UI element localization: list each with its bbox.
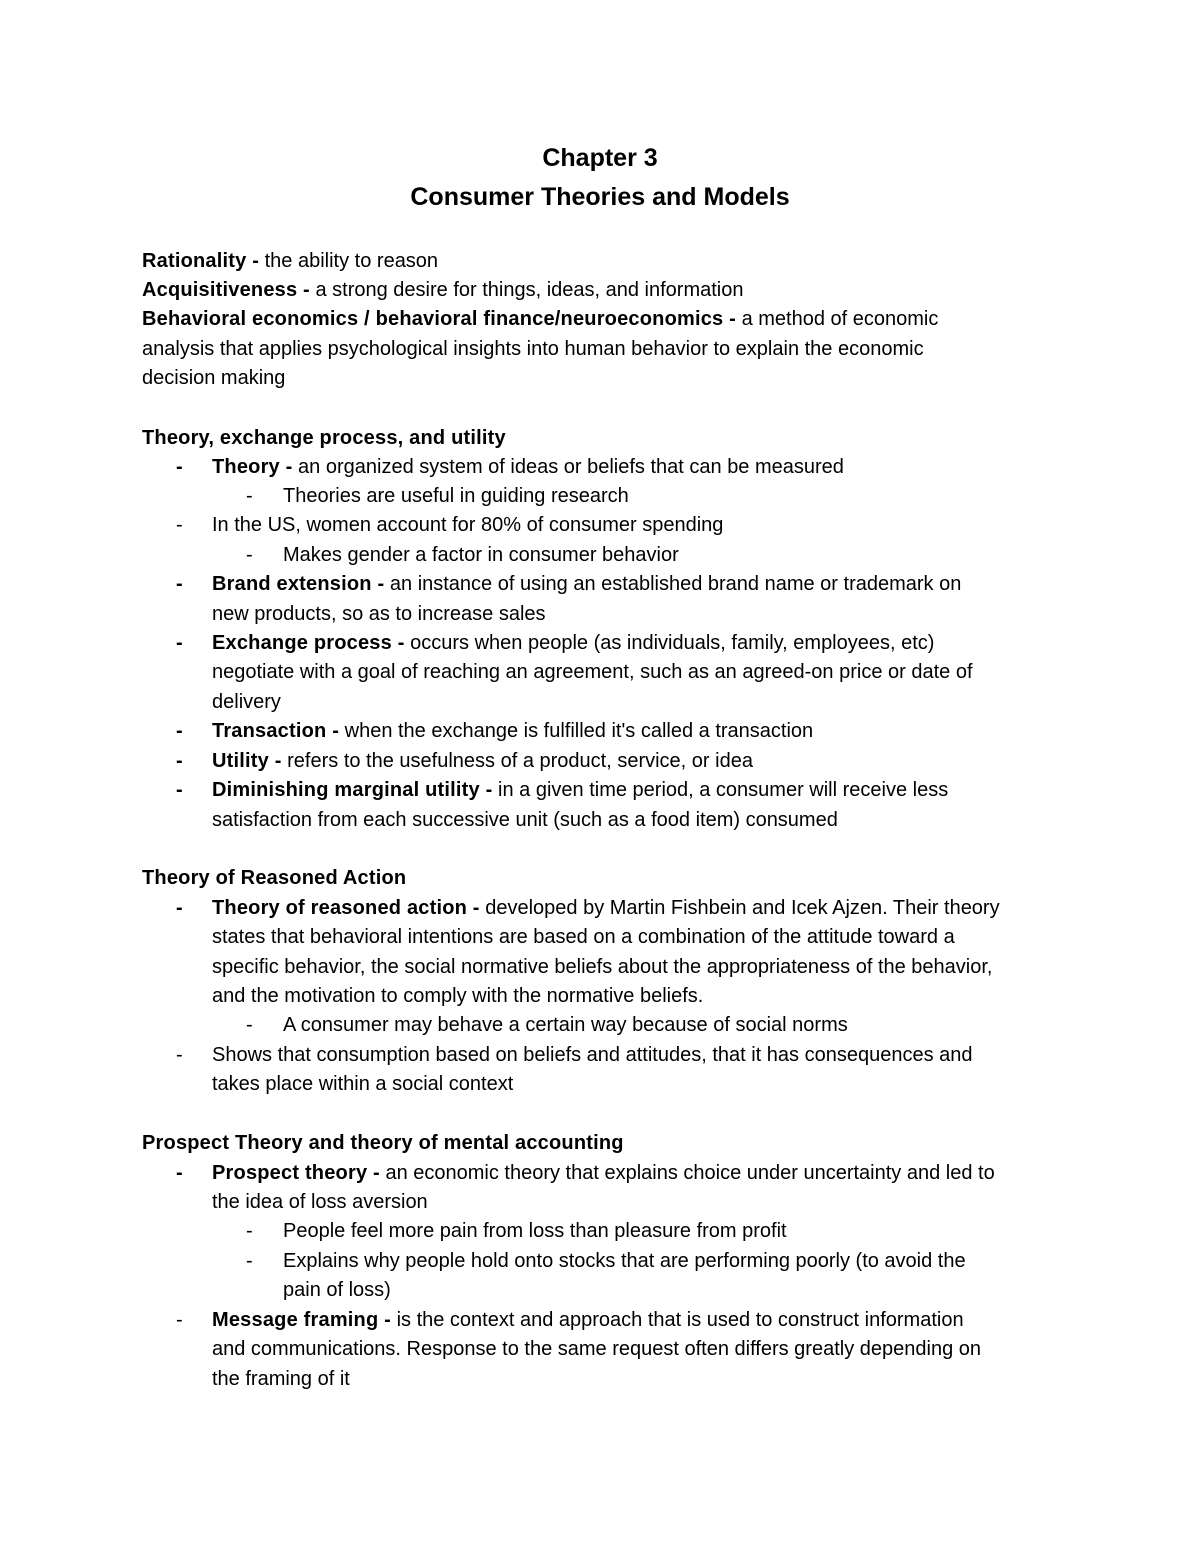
list-item-continuation: and the motivation to comply with the normative beliefs. [212,985,704,1007]
list-item-continuation: the idea of loss aversion [212,1191,428,1213]
list-item-exchange-process: Exchange process - occurs when people (as individuals, family, employees, etc) [212,632,935,654]
sub-list-item: Explains why people hold onto stocks that are performing poorly (to avoid the [283,1250,966,1272]
bullet-dash: - [176,750,183,772]
definition-acquisitiveness [142,278,743,302]
definition-continuation: analysis that applies psychological insights into human behavior to explain the economic [142,338,924,360]
chapter-title: Chapter 3 [542,144,658,172]
term: Rationality - [142,250,260,272]
sub-list-item: Makes gender a factor in consumer behavior [283,544,679,566]
list-item-continuation: delivery [212,691,281,713]
term: Utility - [212,750,282,772]
list-item-message-framing: Message framing - is the context and approach that is used to construct information [212,1309,964,1331]
bullet-dash: - [246,1220,253,1242]
list-item-theory-reasoned-action: Theory of reasoned action - developed by Martin Fishbein and Icek Ajzen. Their theory [212,897,1000,919]
bullet-dash: - [176,573,183,595]
list-item-continuation: satisfaction from each successive unit (such as a food item) consumed [212,809,838,831]
term: Theory of reasoned action - [212,897,480,919]
definition-text: a method of economic [736,308,939,330]
sub-list-item: People feel more pain from loss than pleasure from profit [283,1220,787,1242]
list-item-brand-extension: Brand extension - an instance of using an established brand name or trademark on [212,573,962,595]
list-item-theory: Theory - an organized system of ideas or beliefs that can be measured [212,456,844,478]
bullet-dash: - [246,1250,253,1272]
list-item-transaction: Transaction - when the exchange is fulfilled it's called a transaction [212,720,814,742]
bullet-dash: - [176,1044,183,1066]
bullet-dash: - [176,720,183,742]
list-item-continuation: the framing of it [212,1368,350,1390]
list-item-utility: Utility - refers to the usefulness of a product, service, or idea [212,750,753,772]
list-item-diminishing-utility: Diminishing marginal utility - in a given time period, a consumer will receive less [212,779,949,801]
list-item-women: In the US, women account for 80% of consumer spending [212,514,724,536]
term: Diminishing marginal utility - [212,779,493,801]
section-heading-reasoned-action: Theory of Reasoned Action [142,867,407,889]
bullet-dash: - [176,456,183,478]
bullet-dash: - [246,1014,253,1036]
term: Theory - [212,456,293,478]
term: Brand extension - [212,573,385,595]
definition-behavioral-economics [142,307,938,331]
term: Behavioral economics / behavioral finance/neuroeconomics - [142,308,737,330]
definition-continuation: decision making [142,367,286,389]
term: Transaction - [212,720,340,742]
definition-rationality [142,249,438,273]
list-item-continuation: states that behavioral intentions are based on a combination of the attitude toward a [212,926,955,948]
bullet-dash: - [246,544,253,566]
bullet-dash: - [176,1162,183,1184]
term: Exchange process - [212,632,405,654]
sub-list-item-continuation: pain of loss) [283,1279,391,1301]
bullet-dash: - [176,1309,183,1331]
list-item-continuation: new products, so as to increase sales [212,603,546,625]
definition-text: the ability to reason [259,250,439,272]
list-item-continuation: and communications. Response to the same request often differs greatly depending on [212,1338,981,1360]
bullet-dash: - [176,779,183,801]
bullet-dash: - [176,897,183,919]
list-item-prospect-theory: Prospect theory - an economic theory that explains choice under uncertainty and led to [212,1162,995,1184]
list-item-continuation: negotiate with a goal of reaching an agreement, such as an agreed-on price or date of [212,661,973,683]
term: Acquisitiveness - [142,279,310,301]
section-heading-exchange: Theory, exchange process, and utility [142,427,506,449]
chapter-subtitle: Consumer Theories and Models [410,183,790,211]
list-item-shows: Shows that consumption based on beliefs and attitudes, that it has consequences and [212,1044,973,1066]
bullet-dash: - [176,632,183,654]
list-item-continuation: takes place within a social context [212,1073,514,1095]
term: Message framing - [212,1309,392,1331]
sub-list-item: Theories are useful in guiding research [283,485,629,507]
sub-list-item: A consumer may behave a certain way because of social norms [283,1014,848,1036]
bullet-dash: - [176,514,183,536]
list-item-continuation: specific behavior, the social normative beliefs about the appropriateness of the behavior, [212,956,993,978]
definition-text: a strong desire for things, ideas, and information [309,279,744,301]
bullet-dash: - [246,485,253,507]
term: Prospect theory - [212,1162,380,1184]
section-heading-prospect-theory: Prospect Theory and theory of mental accounting [142,1132,624,1154]
